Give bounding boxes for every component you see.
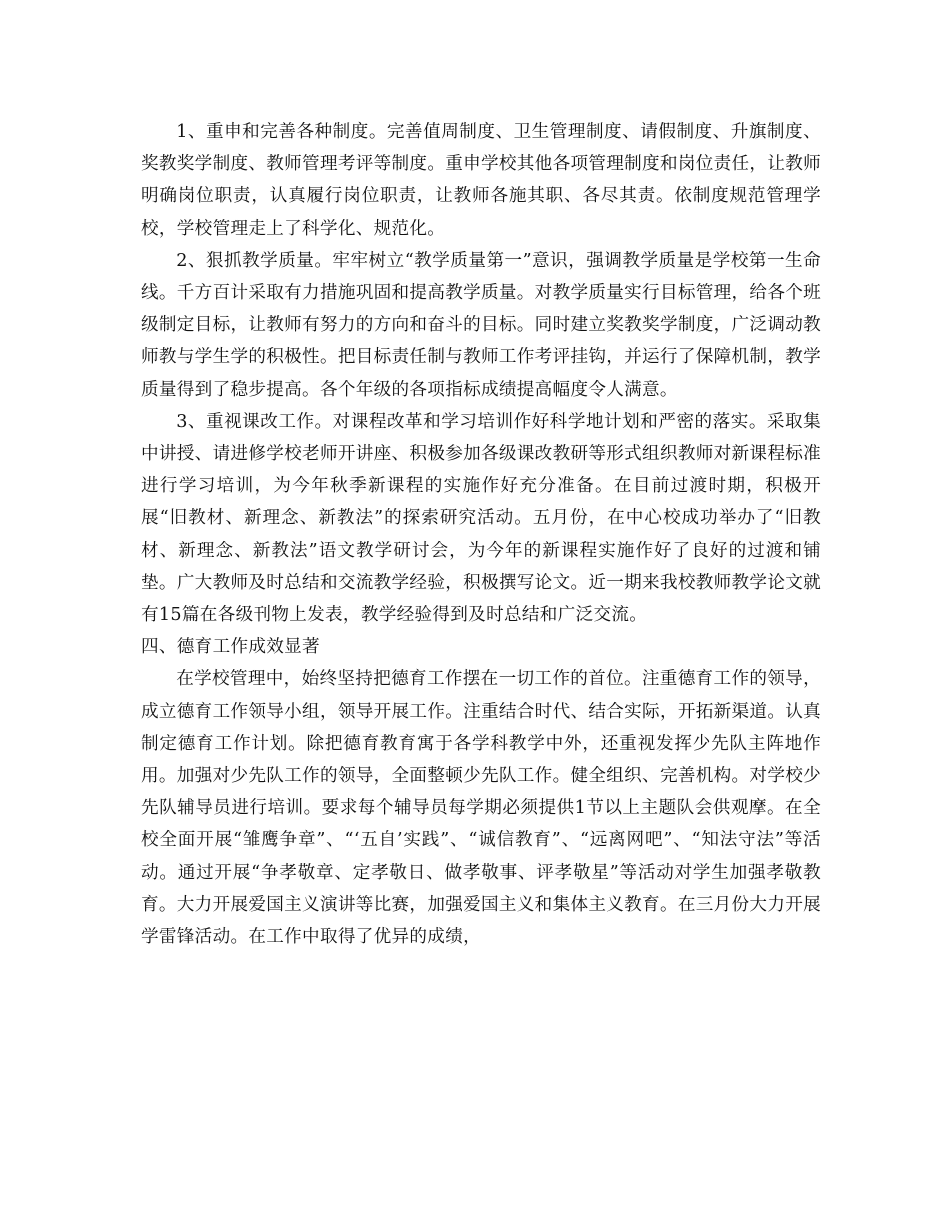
document-body — [141, 116, 821, 953]
paragraph-regulations: 1、重申和完善各种制度。完善值周制度、卫生管理制度、请假制度、升旗制度、奖教奖学制度、教师管理考评等制度。重申学校其他各项管理制度和岗位责任，让教师明确岗位职责，认真履行岗位职责，让教师各施其职、各尽其责。依制度规范管理学校，学校管理走上了科学化、规范化。 — [141, 122, 821, 239]
paragraph-curriculum-reform: 3、重视课改工作。对课程改革和学习培训作好科学地计划和严密的落实。采取集中讲授、请进修学校老师开讲座、积极参加各级课改教研等形式组织教师对新课程标准进行学习培训，为今年秋季新课程的实施作好充分准备。在目前过渡时期，积极开展“旧教材、新理念、新教法”的探索研究活动。五月份，在中心校成功举办了“旧教材、新理念、新教法”语文教学研讨会，为今年的新课程实施作好了良好的过渡和铺垫。广大教师及时总结和交流教学经验，积极撰写论文。近一期来我校教师教学论文就有15篇在各级刊物上发表，教学经验得到及时总结和广泛交流。 — [141, 411, 821, 626]
paragraph-teaching-quality: 2、狠抓教学质量。牢牢树立“教学质量第一”意识，强调教学质量是学校第一生命线。千方百计采取有力措施巩固和提高教学质量。对教学质量实行目标管理，给各个班级制定目标，让教师有努力的方向和奋斗的目标。同时建立奖教奖学制度，广泛调动教师教与学生学的积极性。把目标责任制与教师工作考评挂钩，并运行了保障机制，教学质量得到了稳步提高。各个年级的各项指标成绩提高幅度令人满意。 — [141, 250, 821, 400]
section-heading-moral-education: 四、德育工作成效显著 — [141, 637, 320, 658]
paragraph-moral-education: 在学校管理中，始终坚持把德育工作摆在一切工作的首位。注重德育工作的领导，成立德育工作领导小组，领导开展工作。注重结合时代、结合实际，开拓新渠道。认真制定德育工作计划。除把德育教育寓于各学科教学中外，还重视发挥少先队主阵地作用。加强对少先队工作的领导，全面整顿少先队工作。健全组织、完善机构。对学校少先队辅导员进行培训。要求每个辅导员每学期必须提供1节以上主题队会供观摩。在全校全面开展“雏鹰争章”、“‘五自’实践”、“诚信教育”、“远离网吧”、“知法守法”等活动。通过开展“争孝敬章、定孝敬日、做孝敬事、评孝敬星”等活动对学生加强孝敬教育。大力开展爱国主义演讲等比赛，加强爱国主义和集体主义教育。在三月份大力开展学雷锋活动。在工作中取得了优异的成绩， — [141, 669, 821, 948]
